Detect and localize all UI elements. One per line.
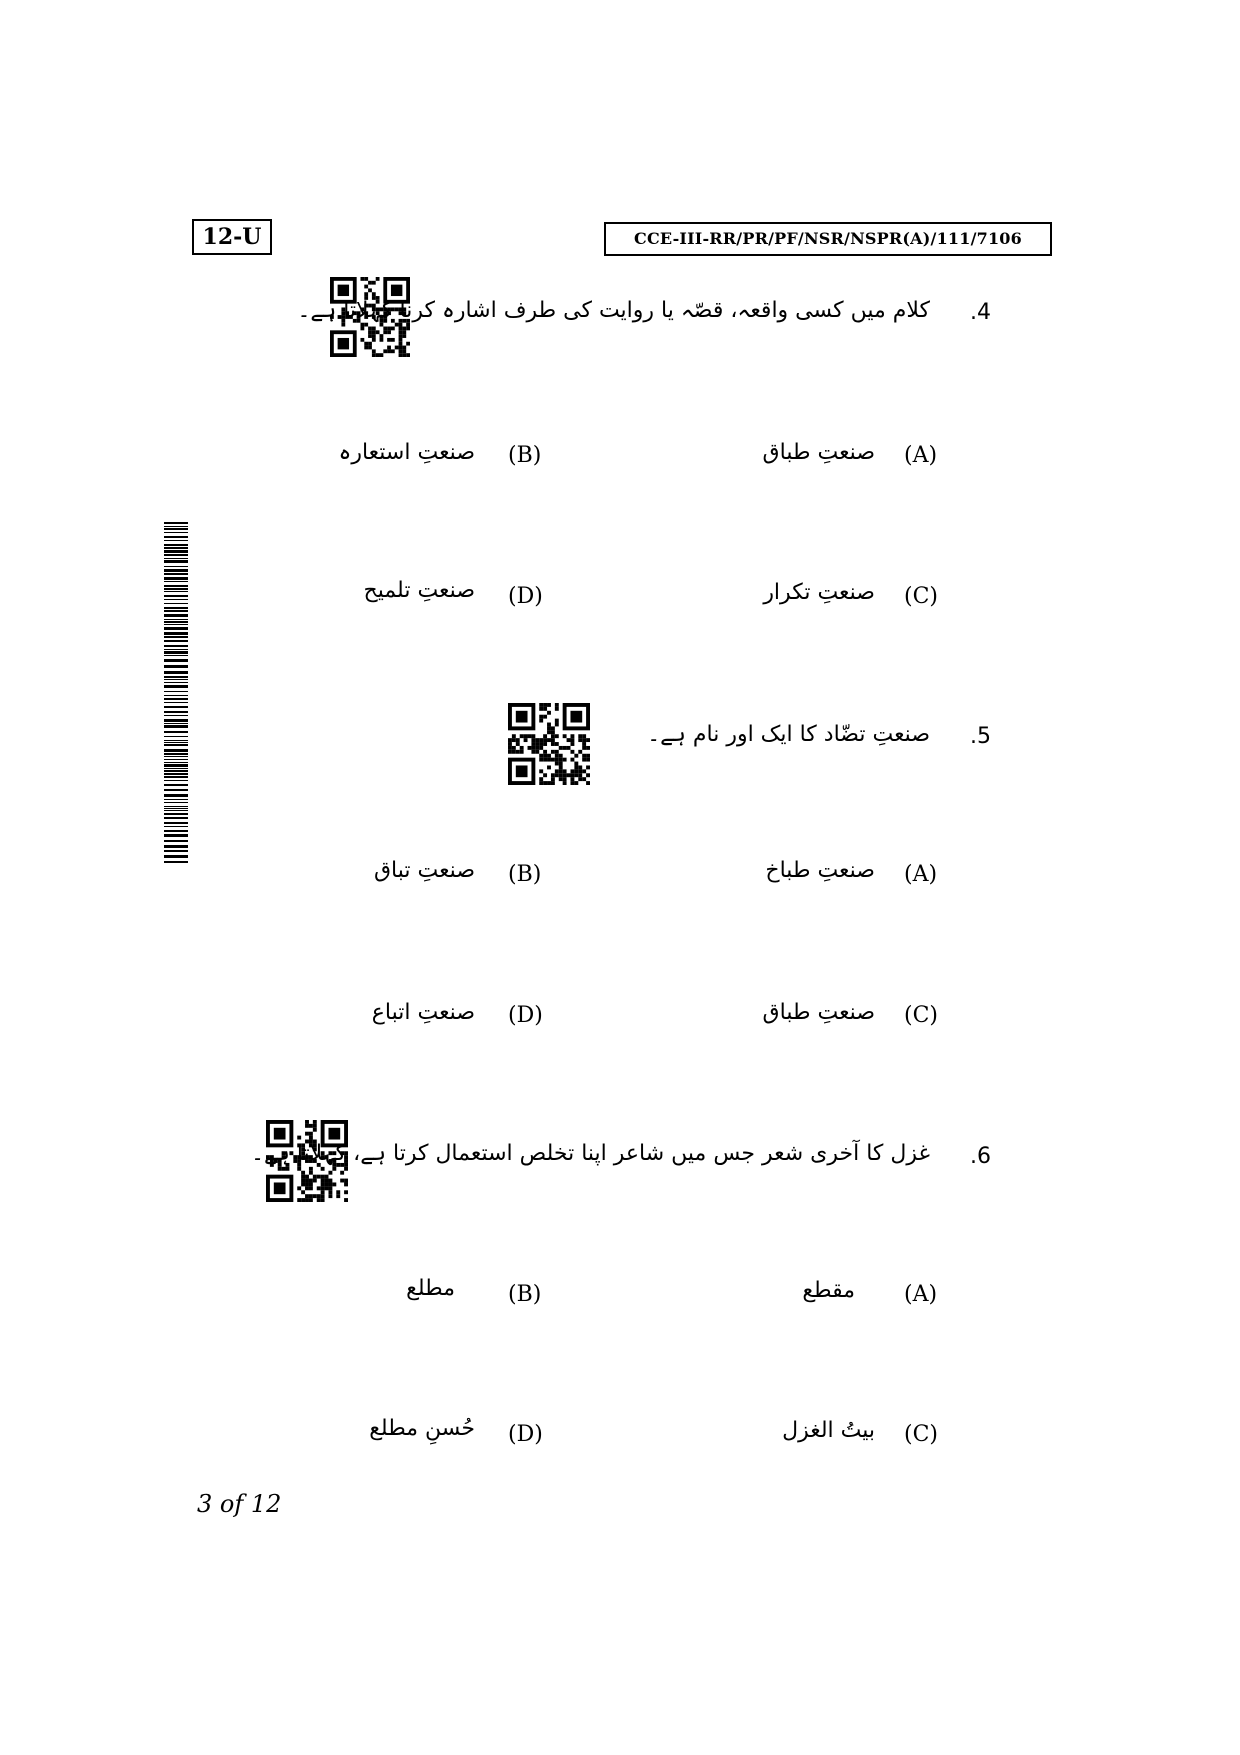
q6-option-b-text: مطلع <box>406 1276 455 1301</box>
q5-option-a-text: صنعتِ طباخ <box>765 858 875 883</box>
q5-option-c-text: صنعتِ طباق <box>762 1000 875 1025</box>
q5-option-d-label: (D) <box>508 1003 543 1028</box>
q6-option-a-text: مقطع <box>802 1278 855 1303</box>
q4-option-d-text: صنعتِ تلمیح <box>363 578 475 603</box>
question-4-text: کلام میں کسی واقعہ، قصّہ یا روایت کی طرف اشارہ کرنا کہلاتا ہے۔ <box>297 298 930 323</box>
question-5-text: صنعتِ تضّاد کا ایک اور نام ہے۔ <box>647 722 930 747</box>
q4-option-d-label: (D) <box>508 584 543 609</box>
barcode-image <box>164 522 188 866</box>
q5-option-b-text: صنعتِ تباق <box>373 858 475 883</box>
q6-option-d-text: حُسنِ مطلع <box>369 1416 475 1441</box>
question-6-number: .6 <box>970 1144 991 1169</box>
q6-option-c-text: بیتُ الغزل <box>782 1418 875 1443</box>
page-number: 3 of 12 <box>197 1490 282 1518</box>
question-6-text: غزل کا آخری شعر جس میں شاعر اپنا تخلص استعمال کرتا ہے، کہلاتا ہے۔ <box>251 1141 930 1166</box>
q4-option-b-text: صنعتِ استعارہ <box>338 440 475 465</box>
q6-option-b-label: (B) <box>508 1282 542 1307</box>
q5-option-b-label: (B) <box>508 862 542 887</box>
q4-option-a-text: صنعتِ طباق <box>762 440 875 465</box>
q5-option-c-label: (C) <box>904 1003 938 1028</box>
q4-option-c-label: (C) <box>904 584 938 609</box>
paper-code-box: CCE-III-RR/PR/PF/NSR/NSPR(A)/111/7106 <box>604 222 1052 256</box>
q4-option-c-text: صنعتِ تکرار <box>763 580 875 605</box>
question-5-number: .5 <box>970 724 991 749</box>
q5-option-d-text: صنعتِ اتباع <box>371 1000 475 1025</box>
q4-option-a-label: (A) <box>904 443 938 468</box>
q4-option-b-label: (B) <box>508 443 542 468</box>
q6-option-c-label: (C) <box>904 1422 938 1447</box>
page-code-box: 12-U <box>192 219 272 255</box>
q6-option-d-label: (D) <box>508 1422 543 1447</box>
question-4-number: .4 <box>970 300 991 325</box>
q6-option-a-label: (A) <box>904 1282 938 1307</box>
q5-option-a-label: (A) <box>904 862 938 887</box>
